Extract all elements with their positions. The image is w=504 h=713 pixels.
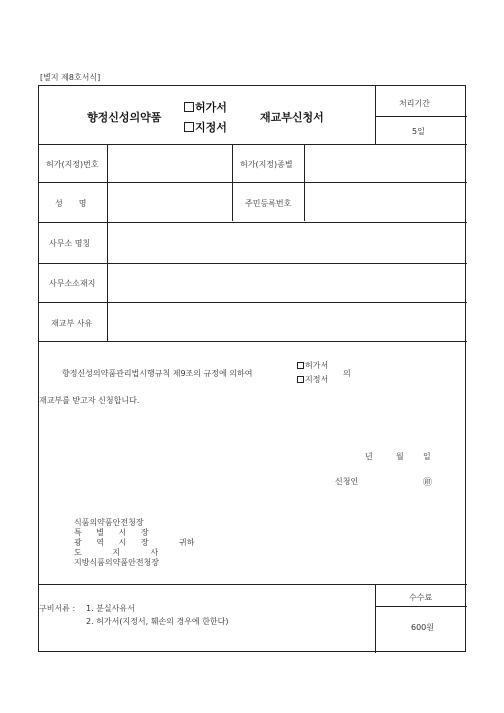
date-year: 년 bbox=[365, 452, 373, 461]
required-documents-label: 구비서류 : bbox=[39, 604, 76, 613]
checkbox-statement-license[interactable] bbox=[297, 362, 304, 369]
row-divider bbox=[39, 302, 467, 303]
required-document-2: 2. 허가서(지정서, 훼손의 경우에 한한다) bbox=[86, 617, 229, 626]
applicant-label: 신청인 bbox=[335, 477, 359, 486]
license-type-label: 허가(지정)종별 bbox=[240, 160, 293, 169]
form-number-label: [별지 제8호서식] bbox=[40, 73, 101, 82]
checkbox-statement-designation[interactable] bbox=[297, 376, 304, 383]
recipient-province: 도 지 사 bbox=[74, 548, 173, 557]
row-divider bbox=[39, 182, 467, 183]
fee-value: 600원 bbox=[411, 623, 434, 632]
application-form bbox=[38, 85, 466, 652]
recipient-metro-city: 광 역 시 장 bbox=[74, 538, 155, 547]
statement-option-license: 허가서 bbox=[297, 360, 328, 371]
office-name-label: 사무소 명칭 bbox=[49, 239, 91, 248]
footer-top-line bbox=[39, 584, 467, 585]
mid-column-line bbox=[232, 144, 233, 221]
recipient-special-city: 특 별 시 장 bbox=[74, 528, 155, 537]
statement-suffix: 의 bbox=[343, 369, 351, 378]
form-title-left: 향정신성의약품 bbox=[87, 111, 162, 124]
recipient-regional-mfds: 지방식품의약품안전청장 bbox=[74, 558, 160, 567]
row-divider bbox=[39, 341, 467, 342]
processing-divider bbox=[375, 116, 467, 117]
license-number-label: 허가(지정)번호 bbox=[46, 160, 99, 169]
processing-period-label: 처리기간 bbox=[399, 99, 430, 108]
date-day: 일 bbox=[423, 452, 431, 461]
statement-option-designation: 지정서 bbox=[297, 374, 328, 385]
label-column-line bbox=[107, 144, 108, 341]
title-option-license: 허가서 bbox=[184, 99, 227, 115]
row-divider bbox=[39, 263, 467, 264]
office-address-label: 사무소소재지 bbox=[49, 279, 96, 288]
statement-line-1: 향정신성의약품관리법시행규칙 제9조의 규정에 의하여 bbox=[62, 369, 253, 378]
fee-label: 수수료 bbox=[409, 593, 433, 602]
resident-number-label: 주민등록번호 bbox=[245, 199, 292, 208]
processing-period-value: 5일 bbox=[412, 127, 425, 136]
name-label: 성 명 bbox=[55, 199, 87, 208]
header-bottom-line bbox=[39, 144, 467, 145]
required-document-1: 1. 분실사유서 bbox=[86, 604, 135, 613]
honorific: 귀하 bbox=[179, 538, 195, 547]
checkbox-designation[interactable] bbox=[184, 122, 194, 132]
fee-column-line bbox=[375, 584, 376, 653]
checkbox-license[interactable] bbox=[184, 102, 194, 112]
mid-label-column-line bbox=[304, 144, 305, 221]
statement-line-2: 재교부를 받고자 신청합니다. bbox=[39, 396, 140, 405]
title-option-designation: 지정서 bbox=[184, 119, 227, 135]
processing-column-line bbox=[375, 86, 376, 144]
seal-mark: ㊞ bbox=[423, 478, 433, 488]
row-divider bbox=[39, 222, 467, 223]
form-title-right: 재교부신청서 bbox=[260, 111, 324, 124]
fee-divider bbox=[375, 606, 467, 607]
reissue-reason-label: 재교부 사유 bbox=[51, 319, 93, 328]
recipient-mfds: 식품의약품안전청장 bbox=[74, 518, 144, 527]
date-month: 월 bbox=[396, 452, 404, 461]
